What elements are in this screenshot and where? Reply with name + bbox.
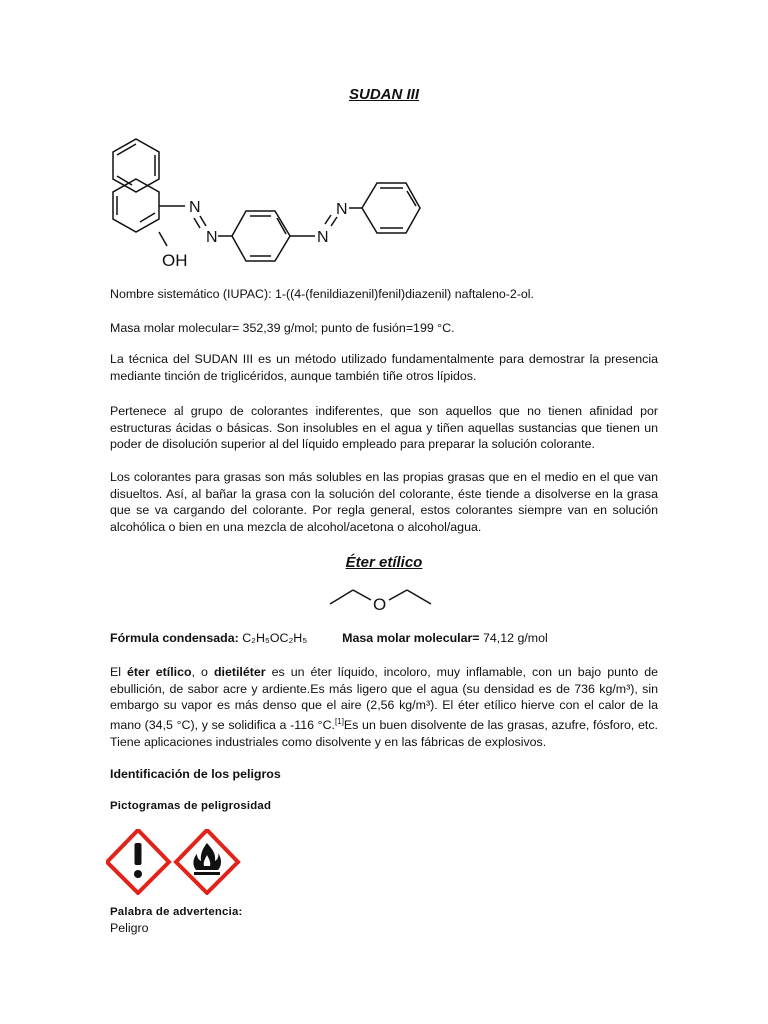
- sudan-paragraph-1: La técnica del SUDAN III es un método utilizado fundamentalmente para demostrar la presencia mediante tinción de triglicéridos, aunque también tiñe otros lípidos.: [110, 352, 658, 383]
- sudan-paragraph-3: Los colorantes para grasas son más solubles en las propias grasas que en el medio en el que van disueltos. Así, al bañar la grasa con la solución del colorante, éste tiende a disolverse en la grasa que se va cargando del colorante. Por regla general, estos colorantes siempre van en solución alcohólica o bien en una mezcla de alcohol/acetona o alcohol/agua.: [110, 470, 658, 534]
- ether-formula-line: [110, 631, 548, 645]
- molar-mass-sudan: Masa molar molecular= 352,39 g/mol; punto de fusión=199 °C.: [110, 321, 455, 335]
- n-atom-label: N: [317, 229, 329, 246]
- n-atom-label: N: [189, 199, 201, 216]
- structure-atom-labels: [162, 199, 348, 270]
- exclamation-mark-icon: [107, 830, 169, 893]
- ether-mass-value: 74,12 g/mol: [483, 631, 548, 645]
- bold-term: dietiléter: [213, 665, 266, 679]
- bold-term: éter etílico: [127, 665, 192, 679]
- text-run: El: [110, 665, 128, 679]
- sudan-iii-structure: [100, 130, 450, 275]
- ether-mass-label: Masa molar molecular=: [342, 631, 480, 645]
- iupac-name: Nombre sistemático (IUPAC): 1-((4-(fenildiazenil)fenil)diazenil) naftaleno-2-ol.: [110, 287, 534, 301]
- n-atom-label: N: [206, 229, 218, 246]
- formula-value: C₂H₅OC₂H₅: [242, 631, 308, 645]
- formula-label: Fórmula condensada:: [110, 631, 239, 645]
- structure-bonds: [113, 139, 420, 261]
- text-run: Es un buen disolvente de las grasas, azufre, fósforo, etc. Tiene aplicaciones industriales como disolvente y en las fábricas de explosivos.: [110, 717, 659, 749]
- page-title: SUDAN III: [348, 86, 419, 103]
- text-run: , o: [191, 665, 214, 679]
- signal-word-value: Peligro: [110, 921, 149, 935]
- sudan-paragraph-2: Pertenece al grupo de colorantes indiferentes, que son aquellos que no tienen afinidad por estructuras ácidas o básicas. Son insolubles en el agua y tiñen aquellas sustancias que tienen un poder de disolución superior al del líquido empleado para preparar la solución colorante.: [110, 404, 658, 452]
- ghs-pictograms: [106, 829, 246, 895]
- ether-title: Éter etílico: [345, 554, 423, 571]
- diethyl-ether-structure: [325, 584, 435, 616]
- n-atom-label: N: [336, 201, 348, 218]
- flame-icon: [176, 830, 238, 893]
- hazard-identification-heading: Identificación de los peligros: [110, 767, 281, 781]
- pictograms-heading: Pictogramas de peligrosidad: [110, 800, 272, 812]
- oh-group-label: OH: [162, 251, 188, 270]
- text-run: es un éter líquido, incoloro, muy inflamable, con un bajo punto de ebullición, de sabor acre y ardiente.Es más ligero que el agua (su densidad es de 736 kg/m³), sin embargo su vapor es más denso que el aire (2,56 kg/m³). El éter etílico hierve con el calor de la mano (34,5 °C), y se solidifica a -116 °C.: [110, 665, 659, 732]
- ether-description: [110, 664, 658, 750]
- oxygen-atom-label: O: [373, 595, 387, 614]
- reference-link[interactable]: [1]: [335, 716, 344, 726]
- signal-word-label: Palabra de advertencia:: [110, 906, 243, 918]
